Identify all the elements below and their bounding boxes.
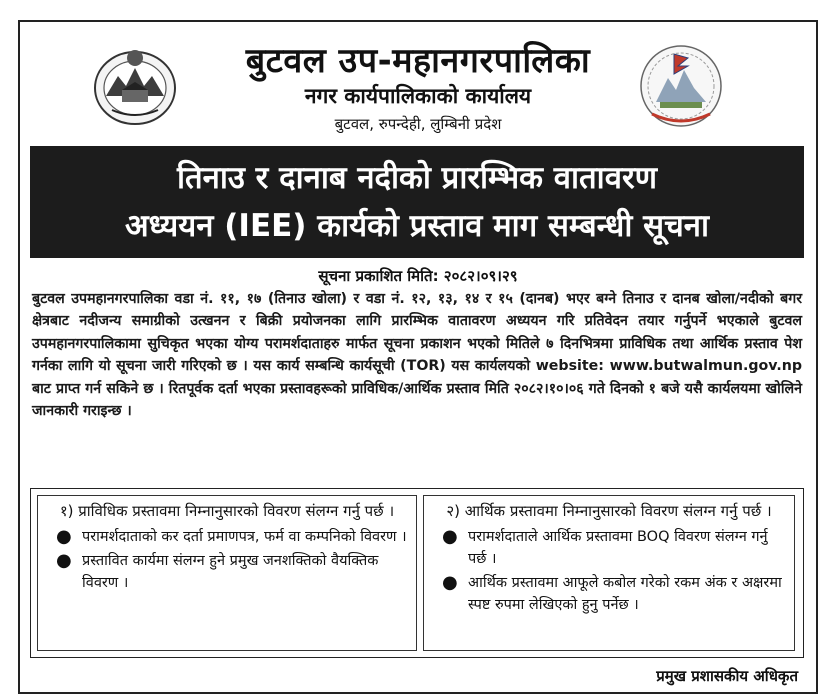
technical-proposal-heading: १) प्राविधिक प्रस्तावमा निम्नानुसारको विवरण संलग्न गर्नु पर्छ । [59, 502, 395, 520]
list-item-text: परामर्शदाताको कर दर्ता प्रमाणपत्र, फर्म वा कम्पनिको विवरण । [82, 529, 407, 545]
office-name: नगर कार्यपालिकाको कार्यालय [304, 84, 532, 108]
notice-title-line-1: तिनाउ र दानाब नदीको प्रारम्भिक वातावरण [176, 160, 658, 196]
financial-proposal-list [424, 526, 794, 616]
list-item [52, 526, 408, 548]
notice-title-band [30, 146, 804, 258]
notice-title-line-2: अध्ययन (IEE) कार्यको प्रस्ताव माग सम्बन्धी सूचना [124, 208, 710, 244]
list-item [438, 572, 786, 616]
office-address: बुटवल, रुपन्देही, लुम्बिनी प्रदेश [334, 115, 502, 133]
requirements-section [30, 488, 804, 658]
organization-name: बुटवल उप-महानगरपालिका [245, 41, 591, 81]
list-item [52, 550, 408, 594]
notice-header [20, 22, 816, 140]
nepal-government-emblem-icon [638, 40, 724, 132]
technical-proposal-list [38, 526, 416, 594]
signatory-title: प्रमुख प्रशासकीय अधिकृत [656, 667, 798, 685]
list-item-text: परामर्शदाताले आर्थिक प्रस्तावमा BOQ विवरण संलग्न गर्नु पर्छ । [468, 529, 768, 567]
bullet-icon: ● [442, 526, 458, 547]
bullet-icon: ● [442, 572, 458, 593]
bullet-icon: ● [56, 526, 72, 547]
list-item-text: आर्थिक प्रस्तावमा आफूले कबोल गरेको रकम अंक र अक्षरमा स्पष्ट रुपमा लेखिएको हुनु पर्नेछ । [468, 575, 782, 613]
list-item-text: प्रस्तावित कार्यमा संलग्न हुने प्रमुख जनशक्तिको वैयक्तिक विवरण । [82, 553, 379, 591]
publication-date: सूचना प्रकाशित मिति: २०८२।०९।२९ [318, 267, 518, 285]
financial-proposal-box [423, 495, 795, 651]
financial-proposal-heading: २) आर्थिक प्रस्तावमा निम्नानुसारको विवरण संलग्न गर्नु पर्छ । [446, 502, 772, 520]
technical-proposal-box [37, 495, 417, 651]
bullet-icon: ● [56, 550, 72, 571]
list-item [438, 526, 786, 570]
notice-document [18, 20, 818, 694]
notice-body-paragraph: बुटवल उपमहानगरपालिका वडा नं. ११, १७ (तिनाउ खोला) र वडा नं. १२, १३, १४ र १५ (दानब) भएर बग्ने तिनाउ र दानब खोला/नदीको बगर क्षेत्रबाट नदीजन्य समाग्रीको उत्खनन र बिक्री प्रयोजनका लागि प्रारम्भिक वातावरण अध्ययन गरि प्रतिवेदन तयार गर्नुपर्ने भएकाले बुटवल उपमहानगरपालिकामा सुचिकृत भएका योग्य परामर्शदाताहरु मार्फत सूचना प्रकाशन भएको मितिले ७ दिनभित्रमा प्राविधिक तथा आर्थिक प्रस्ताव पेश गर्नका लागि यो सूचना जारी गरिएको छ । यस कार्य सम्बन्धि कार्यसूची (TOR) यस कार्यलयको website: www.butwalmun.gov.np बाट प्राप्त गर्न सकिने छ । रितपूर्वक दर्ता भएका प्रस्तावहरूको प्राविधिक/आर्थिक प्रस्ताव मिति २०८२।१०।०६ गते दिनको १ बजे यसै कार्यलयमा खोलिने जानकारी गराइन्छ । [32, 291, 802, 420]
